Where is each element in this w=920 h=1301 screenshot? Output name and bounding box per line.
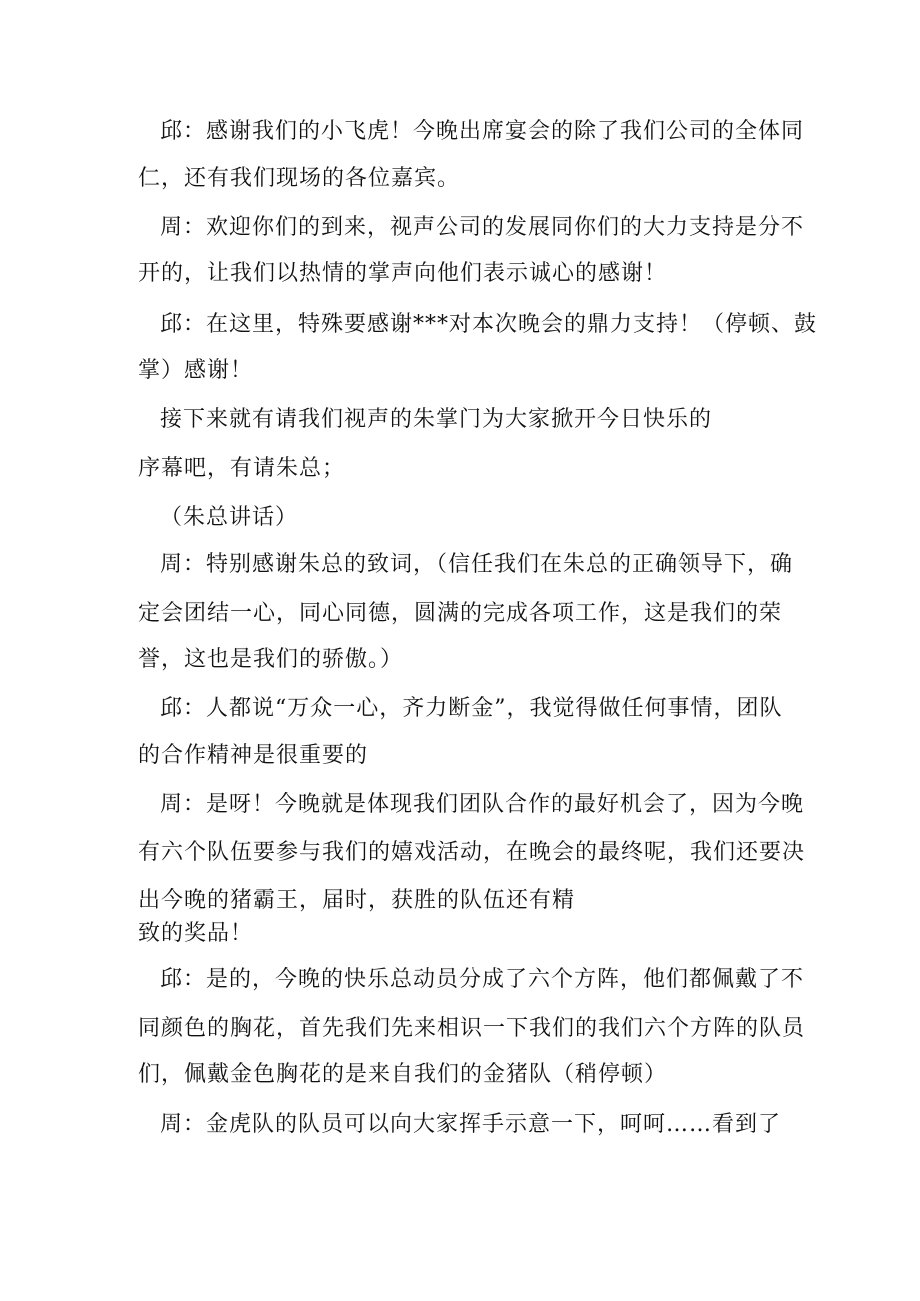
- text-line: 同颜色的胸花，首先我们先来相识一下我们的我们六个方阵的队员: [138, 1016, 806, 1041]
- text-line: 接下来就有请我们视声的朱掌门为大家掀开今日快乐的: [160, 407, 713, 432]
- text-line: 仁，还有我们现场的各位嘉宾。: [138, 166, 461, 191]
- text-line: 序幕吧，有请朱总；: [138, 456, 346, 481]
- text-line: 掌）感谢！: [138, 358, 254, 383]
- text-line: 致的奖品！: [138, 921, 254, 946]
- text-line: 出今晚的猪霸王，届时，获胜的队伍还有精: [138, 888, 576, 913]
- text-line: 开的，让我们以热情的掌声向他们表示诚心的感谢！: [138, 261, 668, 286]
- text-line: 周：金虎队的队员可以向大家挥手示意一下，呵呵……看到了: [160, 1112, 782, 1137]
- text-line: 邱：人都说“万众一心，齐力断金”，我觉得做任何事情，团队: [160, 696, 783, 721]
- text-line: 誉，这也是我们的骄傲。）: [138, 647, 404, 672]
- text-line: 周：是呀！今晚就是体现我们团队合作的最好机会了，因为今晚: [160, 792, 805, 817]
- text-line: 定会团结一心，同心同德，圆满的完成各项工作，这是我们的荣: [138, 601, 783, 626]
- text-line: 有六个队伍要参与我们的嬉戏活动，在晚会的最终呢，我们还要决: [138, 840, 806, 865]
- text-line: 周：欢迎你们的到来，视声公司的发展同你们的大力支持是分不: [160, 215, 805, 240]
- text-line: 们，佩戴金色胸花的是来自我们的金猪队（稍停顿）: [138, 1062, 668, 1087]
- text-line: （朱总讲话）: [160, 505, 299, 530]
- text-line: 邱：在这里，特殊要感谢***对本次晚会的鼎力支持！（停顿、鼓: [160, 312, 818, 337]
- text-line: 周：特别感谢朱总的致词，（信任我们在朱总的正确领导下，确: [160, 552, 794, 577]
- text-line: 的合作精神是很重要的: [138, 743, 369, 768]
- text-line: 邱：是的，今晚的快乐总动员分成了六个方阵，他们都佩戴了不: [160, 967, 805, 992]
- text-line: 邱：感谢我们的小飞虎！今晚出席宴会的除了我们公司的全体同: [160, 119, 805, 144]
